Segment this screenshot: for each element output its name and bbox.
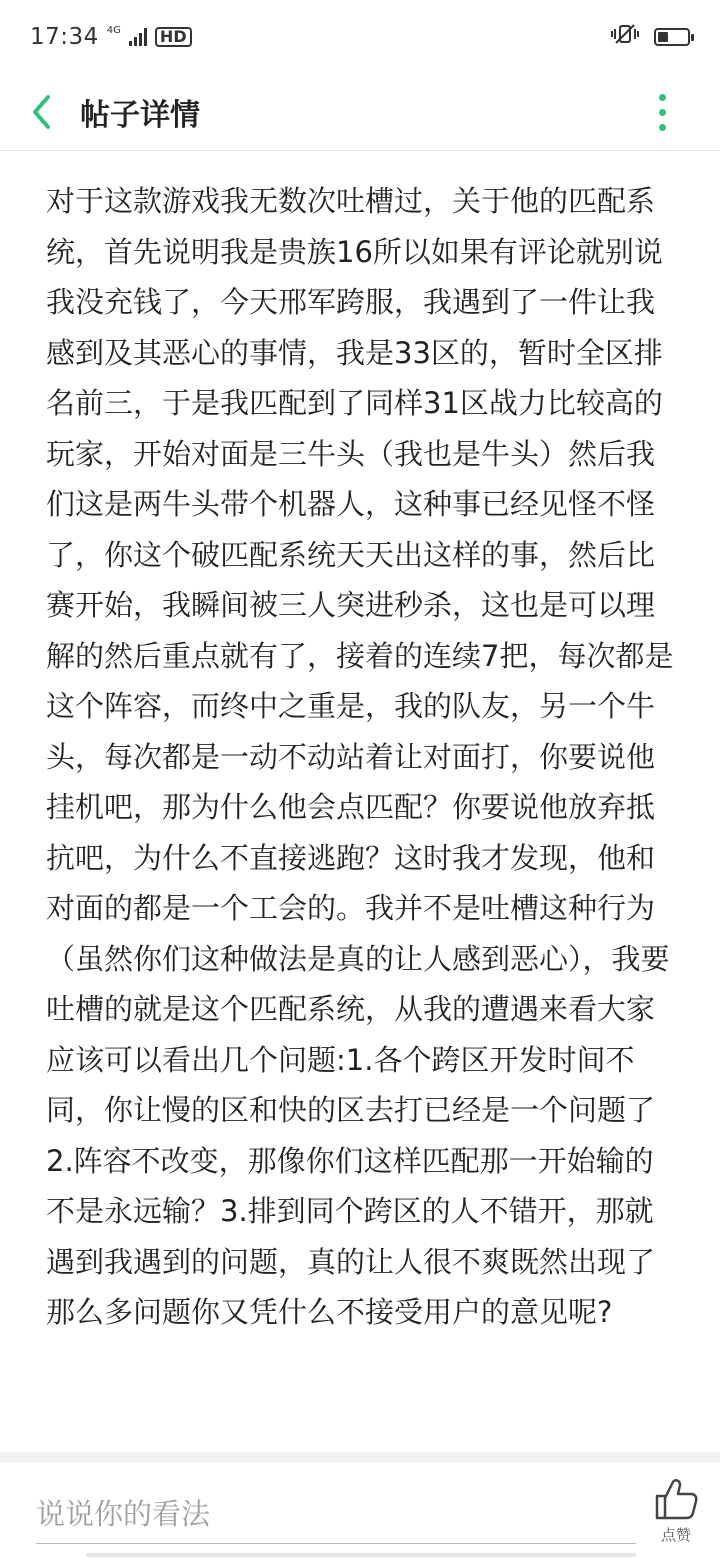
more-options-button[interactable] bbox=[644, 84, 680, 140]
bottom-divider bbox=[0, 1452, 720, 1462]
page-title: 帖子详情 bbox=[80, 98, 200, 133]
mute-vibrate-icon bbox=[610, 23, 640, 51]
battery-icon bbox=[654, 28, 690, 46]
comment-input[interactable] bbox=[36, 1484, 636, 1544]
hd-badge: HD bbox=[155, 27, 192, 47]
more-vertical-icon bbox=[659, 94, 666, 101]
thumbs-up-icon bbox=[653, 1476, 699, 1522]
status-time: 17:34 bbox=[30, 24, 99, 50]
comment-bar bbox=[0, 1462, 720, 1560]
back-chevron-icon bbox=[30, 94, 52, 130]
status-left bbox=[30, 24, 192, 50]
back-button[interactable] bbox=[6, 74, 76, 150]
status-bar bbox=[0, 0, 720, 74]
post-content: 对于这款游戏我无数次吐槽过，关于他的匹配系统，首先说明我是贵族16所以如果有评论就别说我没充钱了，今天邢军跨服，我遇到了一件让我感到及其恶心的事情，我是33区的，暂时全区排名前三，于是我匹配到了同样31区战力比较高的玩家，开始对面是三牛头（我也是牛头）然后我们这是两牛头带个机器人，这种事已经见怪不怪了，你这个破匹配系统天天出这样的事，然后比赛开始，我瞬间被三人突进秒杀，这也是可以理解的然后重点就有了，接着的连续7把，每次都是这个阵容，而终中之重是，我的队友，另一个牛头，每次都是一动不动站着让对面打，你要说他挂机吧，那为什么他会点匹配？你要说他放弃抵抗吧，为什么不直接逃跑？这时我才发现，他和对面的都是一个工会的。我并不是吐槽这种行为（虽然你们这种做法是真的让人感到恶心），我要吐槽的就是这个匹配系统，从我的遭遇来看大家应该可以看出几个问题:1.各个跨区开发时间不同，你让慢的区和快的区去打已经是一个问题了2.阵容不改变，那像你们这样匹配那一开始输的不是永远输？3.排到同个跨区的人不错开，那就遇到我遇到的问题，真的让人很不爽既然出现了那么多问题你又凭什么不接受用户的意见呢? bbox=[46, 184, 674, 1329]
like-label: 点赞 bbox=[660, 1526, 691, 1544]
gesture-bar bbox=[86, 1553, 636, 1557]
signal-icon bbox=[129, 28, 147, 46]
status-right bbox=[610, 23, 690, 51]
like-button[interactable] bbox=[648, 1476, 704, 1554]
title-bar bbox=[0, 74, 720, 151]
network-type: 4G bbox=[106, 25, 121, 36]
